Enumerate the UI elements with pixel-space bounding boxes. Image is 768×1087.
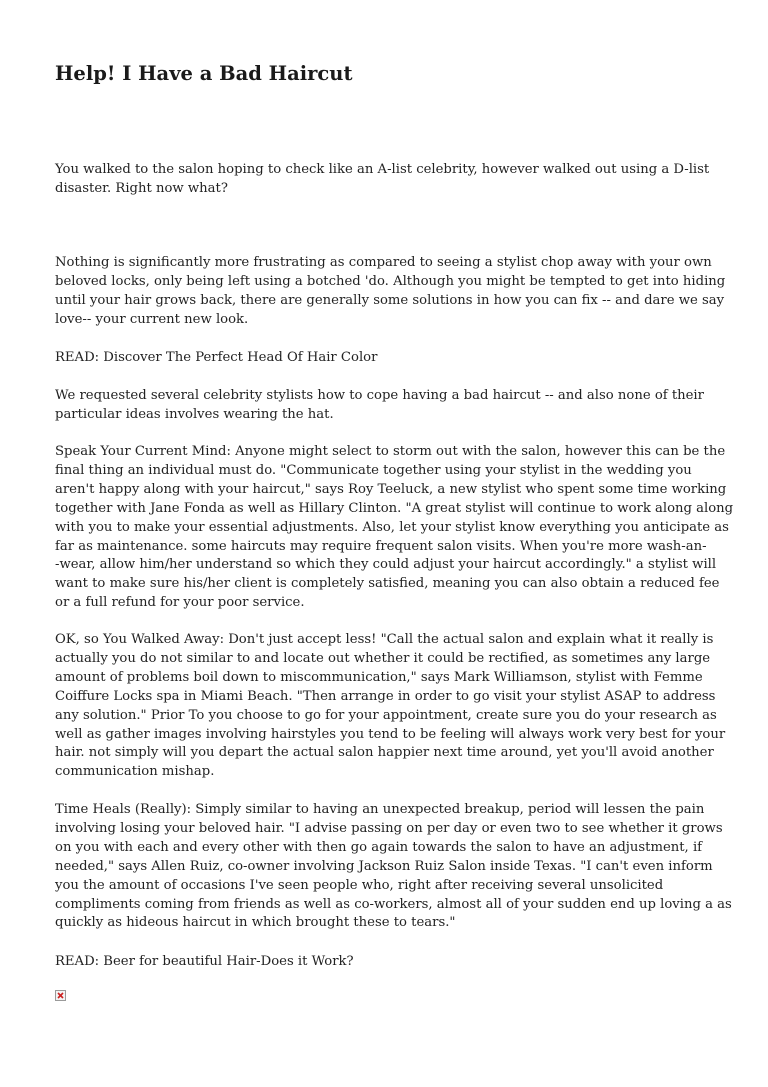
text-line: Time Heals (Really): Simply similar to having an unexpected breakup, period will lessen the pain	[55, 802, 705, 817]
text-line: quickly as hideous haircut in which brought these to tears."	[55, 915, 456, 931]
paragraph-intro	[55, 161, 717, 199]
text-line: aren't happy along with your haircut," says Roy Teeluck, a new stylist who spent some time working	[55, 481, 727, 497]
text-line: with you to make your essential adjustments. Also, let your stylist know everything you anticipate as	[55, 519, 729, 535]
text-line: together with Jane Fonda as well as Hillary Clinton. "A great stylist will continue to work along along	[55, 500, 734, 516]
paragraph-read-link-2	[55, 953, 717, 972]
text-line: well as gather images involving hairstyles you tend to be feeling will always work very best for your	[55, 726, 726, 742]
text-line: beloved locks, only being left using a botched 'do. Although you might be tempted to get into hiding	[55, 273, 726, 289]
text-line: or a full refund for your poor service.	[55, 595, 305, 611]
text-line: OK, so You Walked Away: Don't just accept less! "Call the actual salon and explain what it really is	[55, 632, 714, 647]
page-title: Help! I Have a Bad Haircut	[55, 62, 353, 85]
text-line: READ: Beer for beautiful Hair-Does it Work?	[55, 954, 354, 969]
text-line: you the amount of occasions I've seen people who, right after receiving several unsolicited	[55, 877, 664, 893]
text-line: any solution." Prior To you choose to go for your appointment, create sure you do your research as	[55, 707, 717, 723]
text-line: -wear, allow him/her understand so which they could adjust your haircut accordingly." a stylist will	[55, 557, 717, 573]
text-line: READ: Discover The Perfect Head Of Hair Color	[55, 350, 378, 365]
text-line: hair. not simply will you depart the actual salon happier next time around, yet you'll avoid another	[55, 745, 714, 761]
text-line: until your hair grows back, there are generally some solutions in how you can fix -- and dare we say	[55, 292, 725, 308]
text-line: actually you do not similar to and locate out whether it could be rectified, as sometimes any large	[55, 650, 711, 666]
text-line: involving losing your beloved hair. "I advise passing on per day or even two to see whether it grows	[55, 820, 723, 836]
text-line: particular ideas involves wearing the hat.	[55, 406, 334, 422]
paragraph-speak-your-mind	[55, 443, 734, 613]
text-line: love-- your current new look.	[55, 311, 249, 327]
text-line: Coiffure Locks spa in Miami Beach. "Then arrange in order to go visit your stylist ASAP to address	[55, 688, 716, 704]
text-line: disaster. Right now what?	[55, 180, 228, 196]
text-line: on you with each and every other with then go again towards the salon to have an adjustment, if	[55, 839, 703, 855]
text-line: compliments coming from friends as well as co-workers, almost all of your sudden end up loving a as	[55, 896, 732, 912]
paragraph-read-link-1	[55, 349, 717, 368]
paragraph-body-2	[55, 387, 717, 425]
text-line: needed," says Allen Ruiz, co-owner involving Jackson Ruiz Salon inside Texas. "I can't even inform	[55, 858, 713, 874]
text-line: final thing an individual must do. "Communicate together using your stylist in the wedding you	[55, 462, 692, 478]
text-line: want to make sure his/her client is completely satisfied, meaning you can also obtain a reduced fee	[55, 576, 720, 592]
text-line: Speak Your Current Mind: Anyone might select to storm out with the salon, however this can be the	[55, 444, 726, 459]
text-line: Nothing is significantly more frustrating as compared to seeing a stylist chop away with your own	[55, 255, 712, 270]
text-line: We requested several celebrity stylists how to cope having a bad haircut -- and also none of their	[55, 388, 704, 403]
broken-image-icon	[55, 990, 66, 1001]
paragraph-time-heals	[55, 801, 732, 933]
paragraph-walked-away	[55, 631, 726, 782]
text-line: amount of problems boil down to miscommunication," says Mark Williamson, stylist with Femme	[55, 669, 703, 685]
text-line: You walked to the salon hoping to check like an A-list celebrity, however walked out using a D-list	[55, 162, 710, 177]
paragraph-body-1	[55, 254, 726, 330]
text-line: communication mishap.	[55, 764, 215, 780]
text-line: far as maintenance. some haircuts may require frequent salon visits. When you're more wash-an-	[55, 538, 707, 554]
